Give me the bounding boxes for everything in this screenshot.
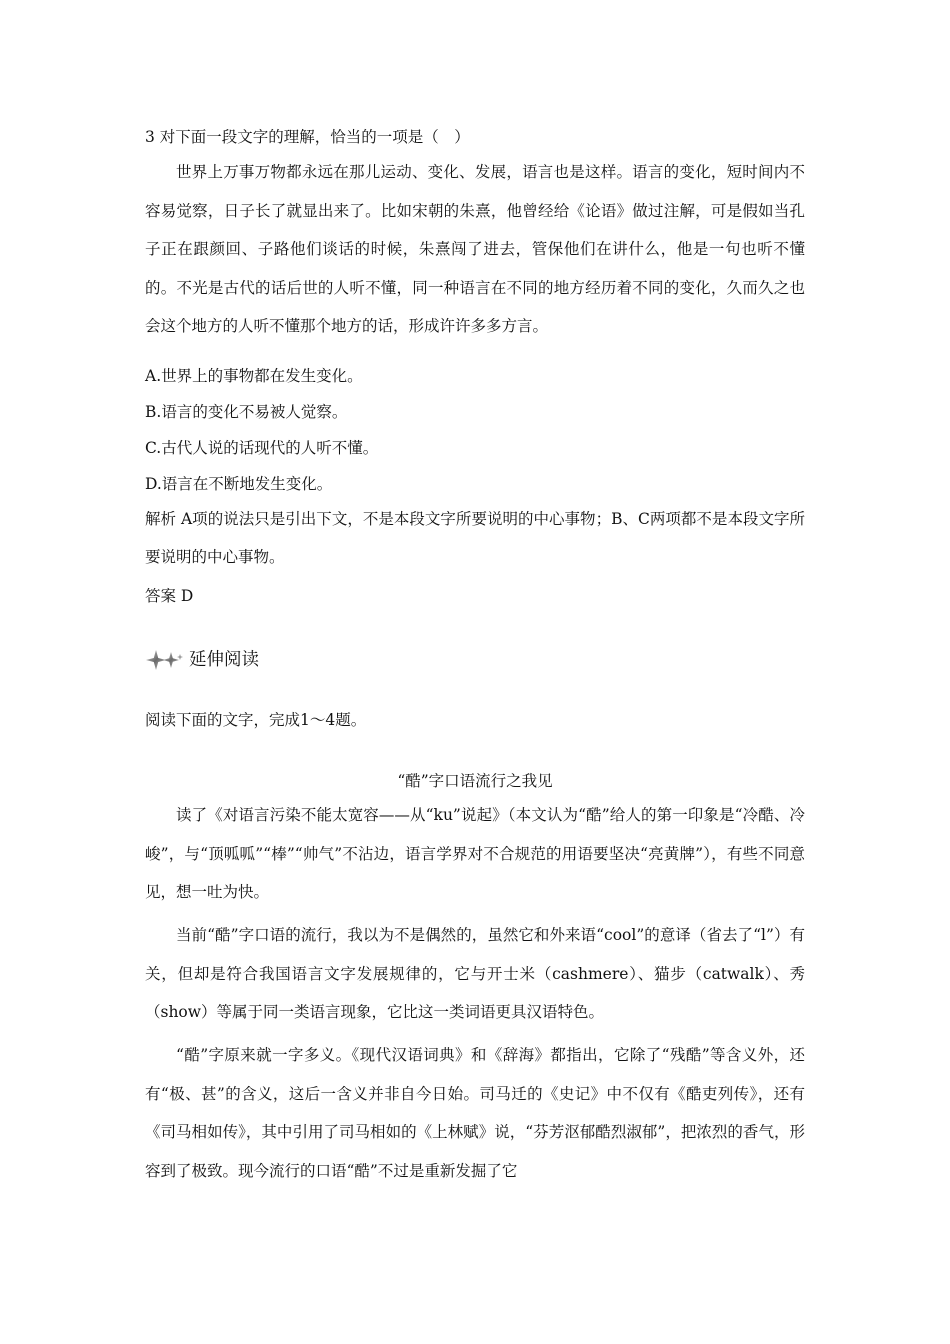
answer-text: 答案 D	[145, 587, 194, 605]
analysis-text: 解析 A项的说法只是引出下文，不是本段文字所要说明的中心事物；B、C两项都不是本段文字所要说明的中心事物。	[145, 510, 805, 566]
section-heading	[145, 648, 805, 672]
reading-passage: 世界上万事万物都永远在那儿运动、变化、发展，语言也是这样。语言的变化，短时间内不容易觉察，日子长了就显出来了。比如宋朝的朱熹，他曾经给《论语》做过注解，可是假如当孔子正在跟颜回、子路他们谈话的时候，朱熹闯了进去，管保他们在讲什么，他是一句也听不懂的。不光是古代的话后世的人听不懂，同一种语言在不同的地方经历着不同的变化，久而久之也会这个地方的人听不懂那个地方的话，形成许许多多方言。	[145, 163, 805, 335]
section-title: 延伸阅读	[189, 650, 259, 670]
article-paragraph-1: 读了《对语言污染不能太宽容——从“ku”说起》（本文认为“酷”给人的第一印象是“冷酷、冷峻”，与“顶呱呱”“棒”“帅气”不沾边，语言学界对不合规范的用语要坚决“亮黄牌”），有些不同意见，想一吐为快。	[145, 806, 805, 901]
option-a: A.世界上的事物都在发生变化。	[145, 367, 363, 385]
question-stem: 3 对下面一段文字的理解，恰当的一项是（ ）	[145, 128, 470, 146]
option-d: D.语言在不断地发生变化。	[145, 475, 333, 493]
sparkle-icon	[145, 649, 185, 671]
option-b: B.语言的变化不易被人觉察。	[145, 403, 348, 421]
article-paragraph-2: 当前“酷”字口语的流行，我以为不是偶然的，虽然它和外来语“cool”的意译（省去了“l”）有关，但却是符合我国语言文字发展规律的，它与开士米（cashmere）、猫步（catwalk）、秀（show）等属于同一类语言现象，它比这一类词语更具汉语特色。	[145, 926, 805, 1021]
instruction-text: 阅读下面的文字，完成1～4题。	[145, 711, 367, 729]
option-c: C.古代人说的话现代的人听不懂。	[145, 439, 379, 457]
article-paragraph-3: “酷”字原来就一字多义。《现代汉语词典》和《辞海》都指出，它除了“残酷”等含义外，还有“极、甚”的含义，这后一含义并非自今日始。司马迁的《史记》中不仅有《酷吏列传》，还有《司马相如传》，其中引用了司马相如的《上林赋》说，“芬芳沤郁酷烈淑郁”，把浓烈的香气，形容到了极致。现今流行的口语“酷”不过是重新发掘了它	[145, 1046, 805, 1180]
article-title: “酷”字口语流行之我见	[397, 772, 553, 790]
